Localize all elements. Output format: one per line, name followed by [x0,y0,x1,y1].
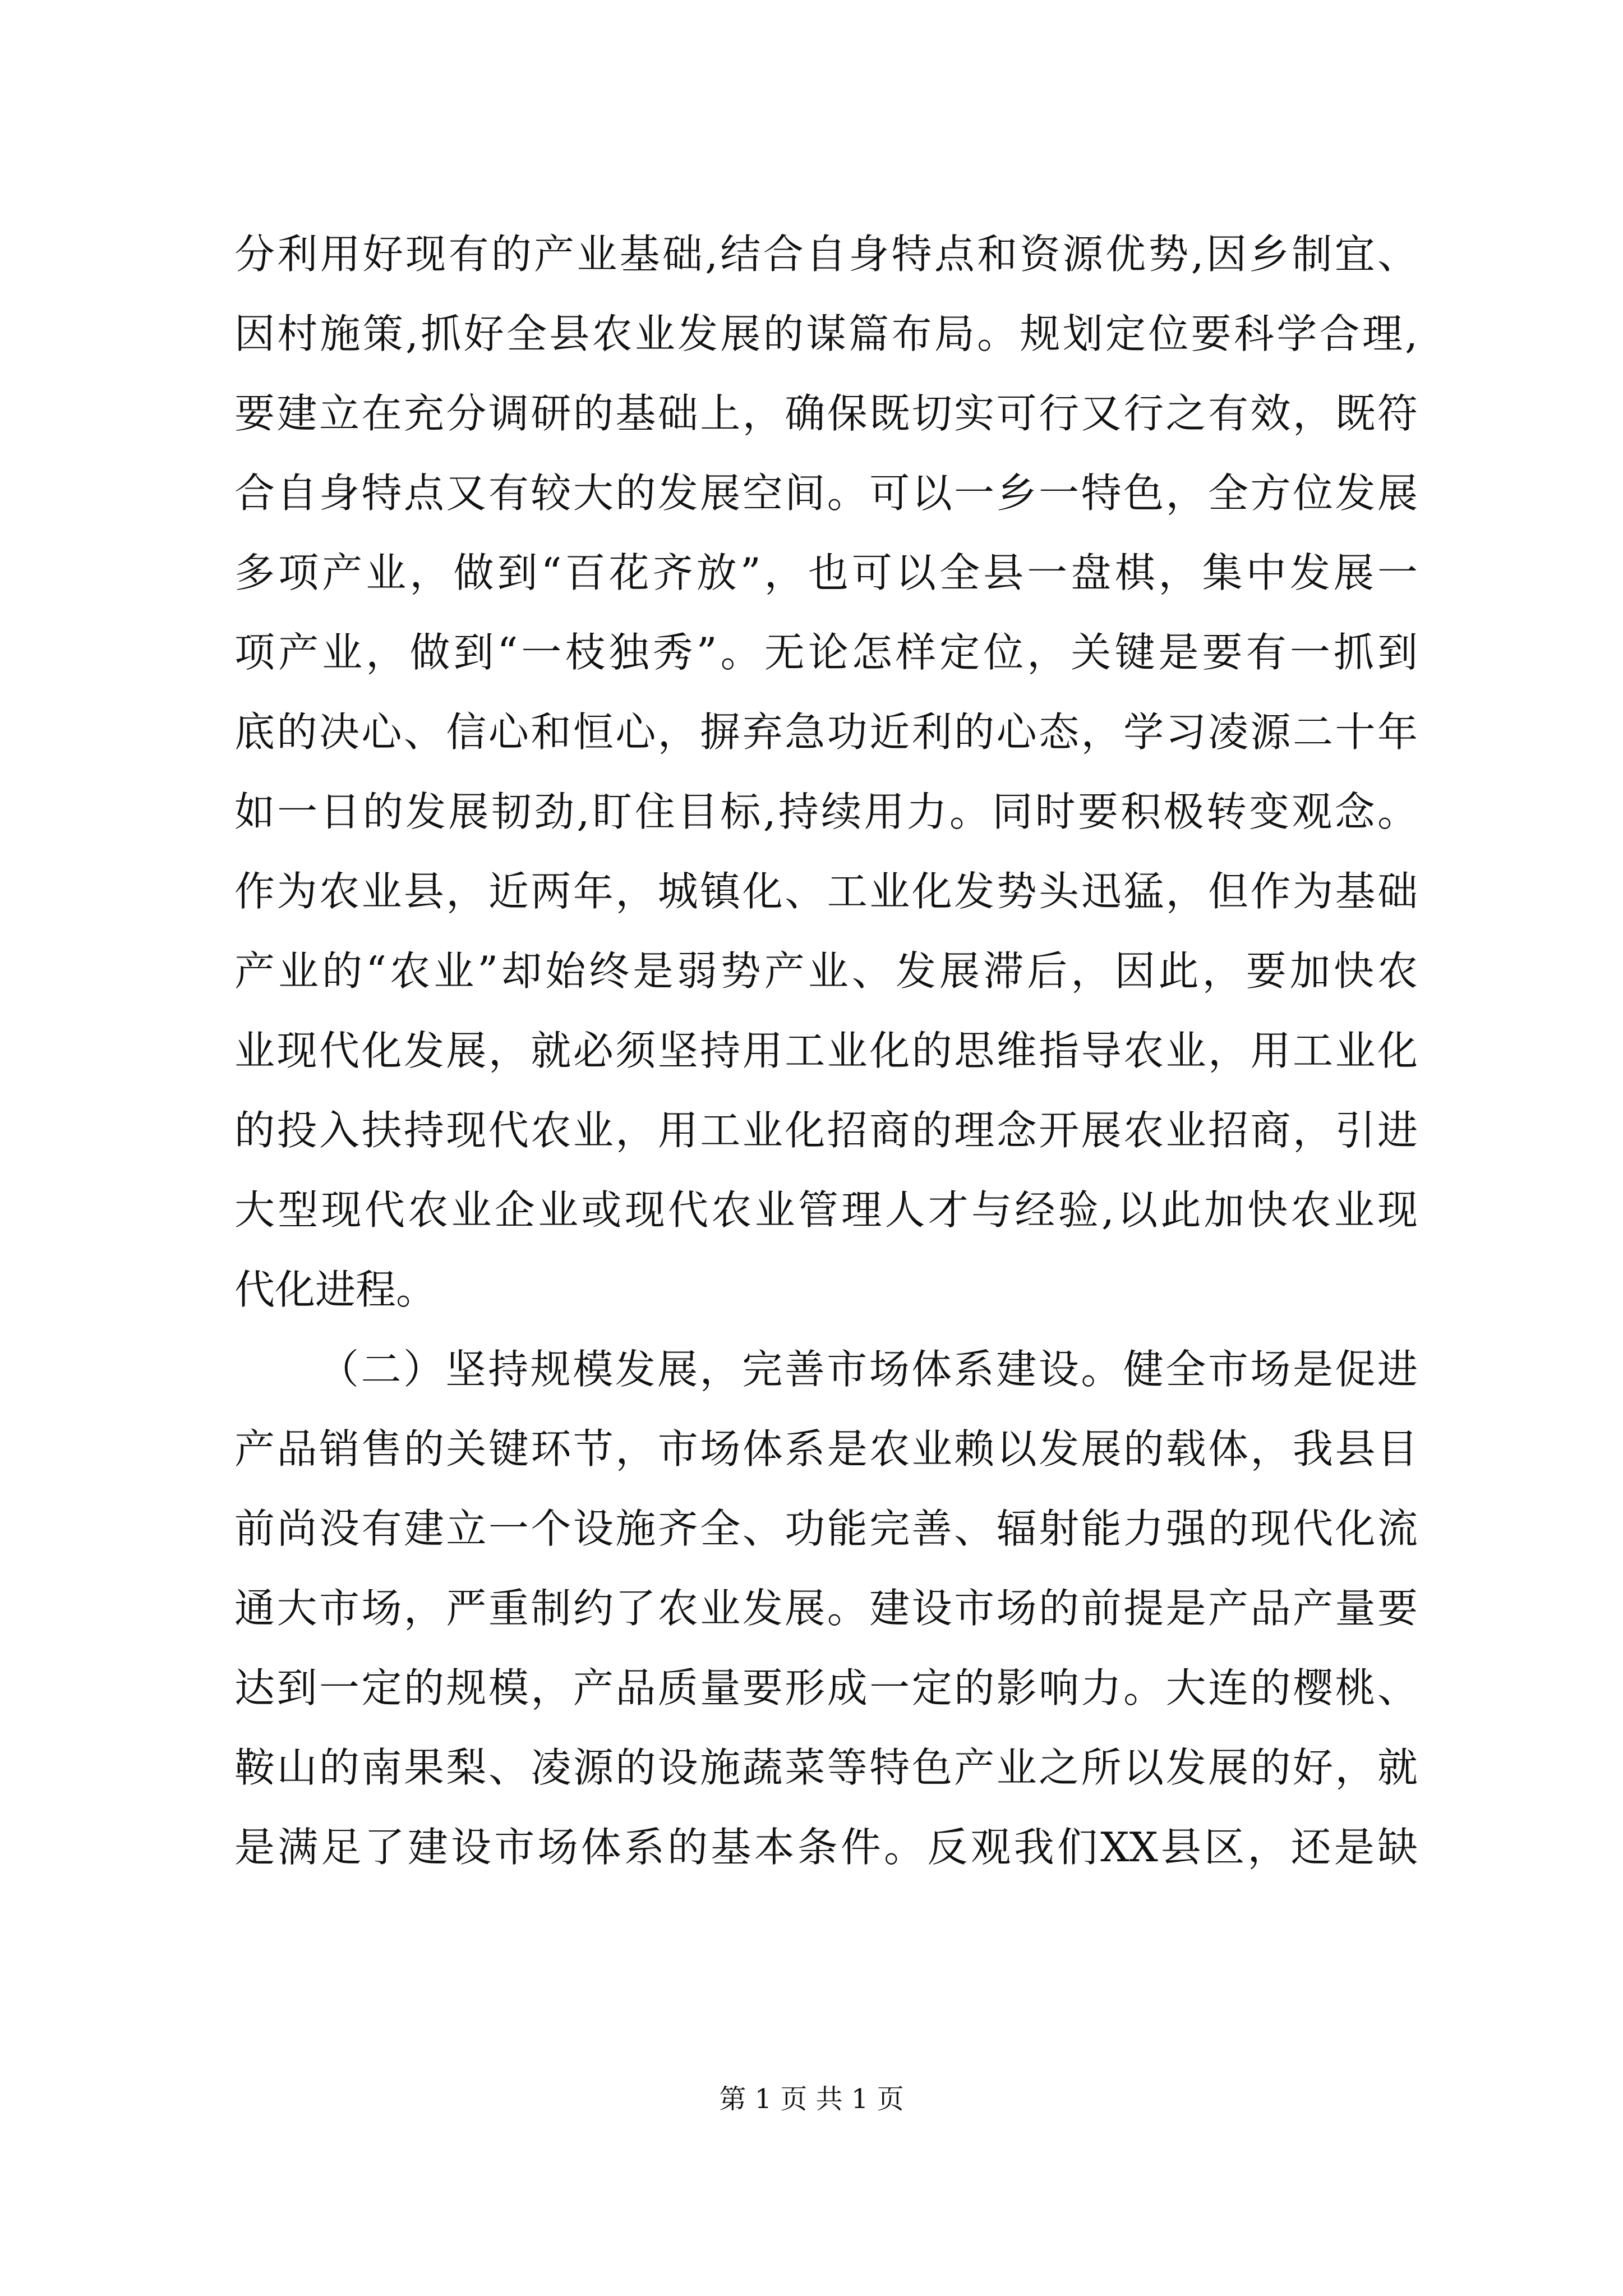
text-line: 通大市场，严重制约了农业发展。建设市场的前提是产品产量要 [234,1585,1418,1632]
text-line: 是满足了建设市场体系的基本条件。反观我们XX县区，还是缺 [234,1824,1418,1871]
text-line: 产业的“农业”却始终是弱势产业、发展滞后，因此，要加快农 [234,947,1418,995]
text-line: 分利用好现有的产业基础,结合自身特点和资源优势,因乡制宜、 [234,231,1418,278]
text-line: 项产业，做到“一枝独秀”。无论怎样定位，关键是要有一抓到 [234,629,1418,676]
text-line: 代化进程。 [234,1266,437,1313]
text-line: 的投入扶持现代农业，用工业化招商的理念开展农业招商，引进 [234,1107,1418,1154]
text-line: 如一日的发展韧劲,盯住目标,持续用力。同时要积极转变观念。 [234,788,1418,835]
text-line: 要建立在充分调研的基础上，确保既切实可行又行之有效，既符 [234,390,1418,437]
text-line: 合自身特点又有较大的发展空间。可以一乡一特色，全方位发展 [234,470,1418,517]
text-line: 多项产业，做到“百花齐放”，也可以全县一盘棋，集中发展一 [234,549,1418,596]
text-line: 作为农业县，近两年，城镇化、工业化发势头迅猛，但作为基础 [234,868,1418,915]
text-line: 业现代化发展，就必须坚持用工业化的思维指导农业，用工业化 [234,1027,1418,1074]
document-body [234,214,1418,1887]
section-heading-line: （二）坚持规模发展，完善市场体系建设。健全市场是促进 [319,1346,1418,1393]
text-line: 达到一定的规模，产品质量要形成一定的影响力。大连的樱桃、 [234,1664,1418,1711]
text-line: 鞍山的南果梨、凌源的设施蔬菜等特色产业之所以发展的好，就 [234,1744,1418,1791]
text-line: 前尚没有建立一个设施齐全、功能完善、辐射能力强的现代化流 [234,1505,1418,1552]
text-line: 底的决心、信心和恒心，摒弃急功近利的心态，学习凌源二十年 [234,708,1418,756]
page-footer: 第 1 页 共 1 页 [719,2083,904,2115]
text-line: 大型现代农业企业或现代农业管理人才与经验,以此加快农业现 [234,1186,1418,1234]
text-line: 产品销售的关键环节，市场体系是农业赖以发展的载体，我县目 [234,1425,1418,1473]
text-line: 因村施策,抓好全县农业发展的谋篇布局。规划定位要科学合理, [234,310,1418,357]
